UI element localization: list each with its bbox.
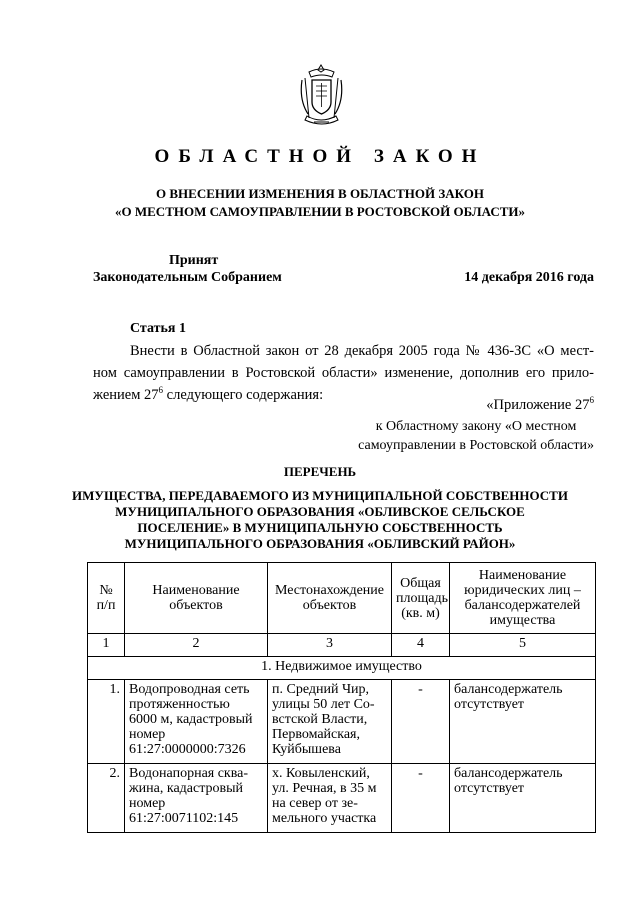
article-text-line-2: ном самоуправлении в Ростовской области» изменение, дополнив его прило-: [93, 365, 594, 381]
row-location: х. Ковыленский, ул. Речная, в 35 м на север от зе- мельного участка: [268, 764, 392, 833]
column-number-3: 3: [268, 634, 392, 657]
header-holder: Наименование юридических лиц – балансодержателей имущества: [450, 563, 596, 634]
adopted-label: Принят: [169, 253, 219, 268]
column-number-2: 2: [125, 634, 268, 657]
table-header-row: [88, 563, 596, 634]
list-sub-line-2: МУНИЦИПАЛЬНОГО ОБРАЗОВАНИЯ «ОБЛИВСКОЕ СЕЛЬСКОЕ: [115, 504, 525, 519]
appendix-reference-line-1: к Областному закону «О местном: [375, 419, 577, 434]
column-number-5: 5: [450, 634, 596, 657]
list-sub-line-4: МУНИЦИПАЛЬНОГО ОБРАЗОВАНИЯ «ОБЛИВСКИЙ РАЙОН»: [124, 536, 516, 551]
row-location: п. Средний Чир, улицы 50 лет Со- встской Власти, Первомайская, Куйбышева: [268, 680, 392, 764]
row-object-name: Водонапорная сква- жина, кадастровый номер 61:27:0071102:145: [125, 764, 268, 833]
list-sub-line-3: ПОСЕЛЕНИЕ» В МУНИЦИПАЛЬНУЮ СОБСТВЕННОСТЬ: [137, 520, 503, 535]
row-holder: балансодержатель отсутствует: [450, 764, 596, 833]
article-heading: Статья 1: [130, 321, 186, 336]
row-number: 2.: [88, 764, 125, 833]
article-line3-end: следующего содержания:: [163, 387, 324, 403]
row-area: -: [392, 764, 450, 833]
article-text-line-1: Внести в Областной закон от 28 декабря 2005 года № 436-ЗС «О мест-: [130, 343, 594, 359]
appendix-label-text: «Приложение 27: [486, 397, 590, 413]
table-column-numbers: [88, 634, 596, 657]
list-subheading: [0, 488, 640, 552]
column-number-4: 4: [392, 634, 450, 657]
column-number-1: 1: [88, 634, 125, 657]
article-line3-start: жением 27: [93, 387, 159, 403]
table-row: [88, 680, 596, 764]
header-number: № п/п: [88, 563, 125, 634]
header-area: Общая площадь (кв. м): [392, 563, 450, 634]
row-area: -: [392, 680, 450, 764]
row-holder: балансодержатель отсутствует: [450, 680, 596, 764]
subtitle-line-2: «О МЕСТНОМ САМОУПРАВЛЕНИИ В РОСТОВСКОЙ ОБЛАСТИ»: [115, 204, 525, 219]
adoption-date: 14 декабря 2016 года: [464, 270, 594, 285]
table-section-row: [88, 657, 596, 680]
adopted-by: Законодательным Собранием: [93, 270, 282, 285]
property-table: [87, 562, 596, 833]
appendix-label-sup: 6: [589, 395, 594, 405]
article-line3-sup: 6: [158, 385, 164, 395]
header-location: Местонахождение объектов: [268, 563, 392, 634]
table-row: [88, 764, 596, 833]
list-sub-line-1: ИМУЩЕСТВА, ПЕРЕДАВАЕМОГО ИЗ МУНИЦИПАЛЬНОЙ СОБСТВЕННОСТИ: [72, 488, 568, 503]
list-heading: ПЕРЕЧЕНЬ: [283, 464, 357, 479]
row-object-name: Водопроводная сеть протяженностью 6000 м, кадастровый номер 61:27:0000000:7326: [125, 680, 268, 764]
coat-of-arms-emblem: [299, 64, 344, 127]
appendix-reference: [358, 417, 594, 455]
row-number: 1.: [88, 680, 125, 764]
section-title: 1. Недвижимое имущество: [88, 657, 596, 680]
subtitle-line-1: О ВНЕСЕНИИ ИЗМЕНЕНИЯ В ОБЛАСТНОЙ ЗАКОН: [156, 186, 484, 201]
appendix-reference-line-2: самоуправлении в Ростовской области»: [358, 438, 594, 453]
header-name: Наименование объектов: [125, 563, 268, 634]
document-title: ОБЛАСТНОЙ ЗАКОН: [154, 146, 486, 167]
appendix-label: [486, 397, 594, 414]
document-subtitle: [0, 185, 640, 221]
